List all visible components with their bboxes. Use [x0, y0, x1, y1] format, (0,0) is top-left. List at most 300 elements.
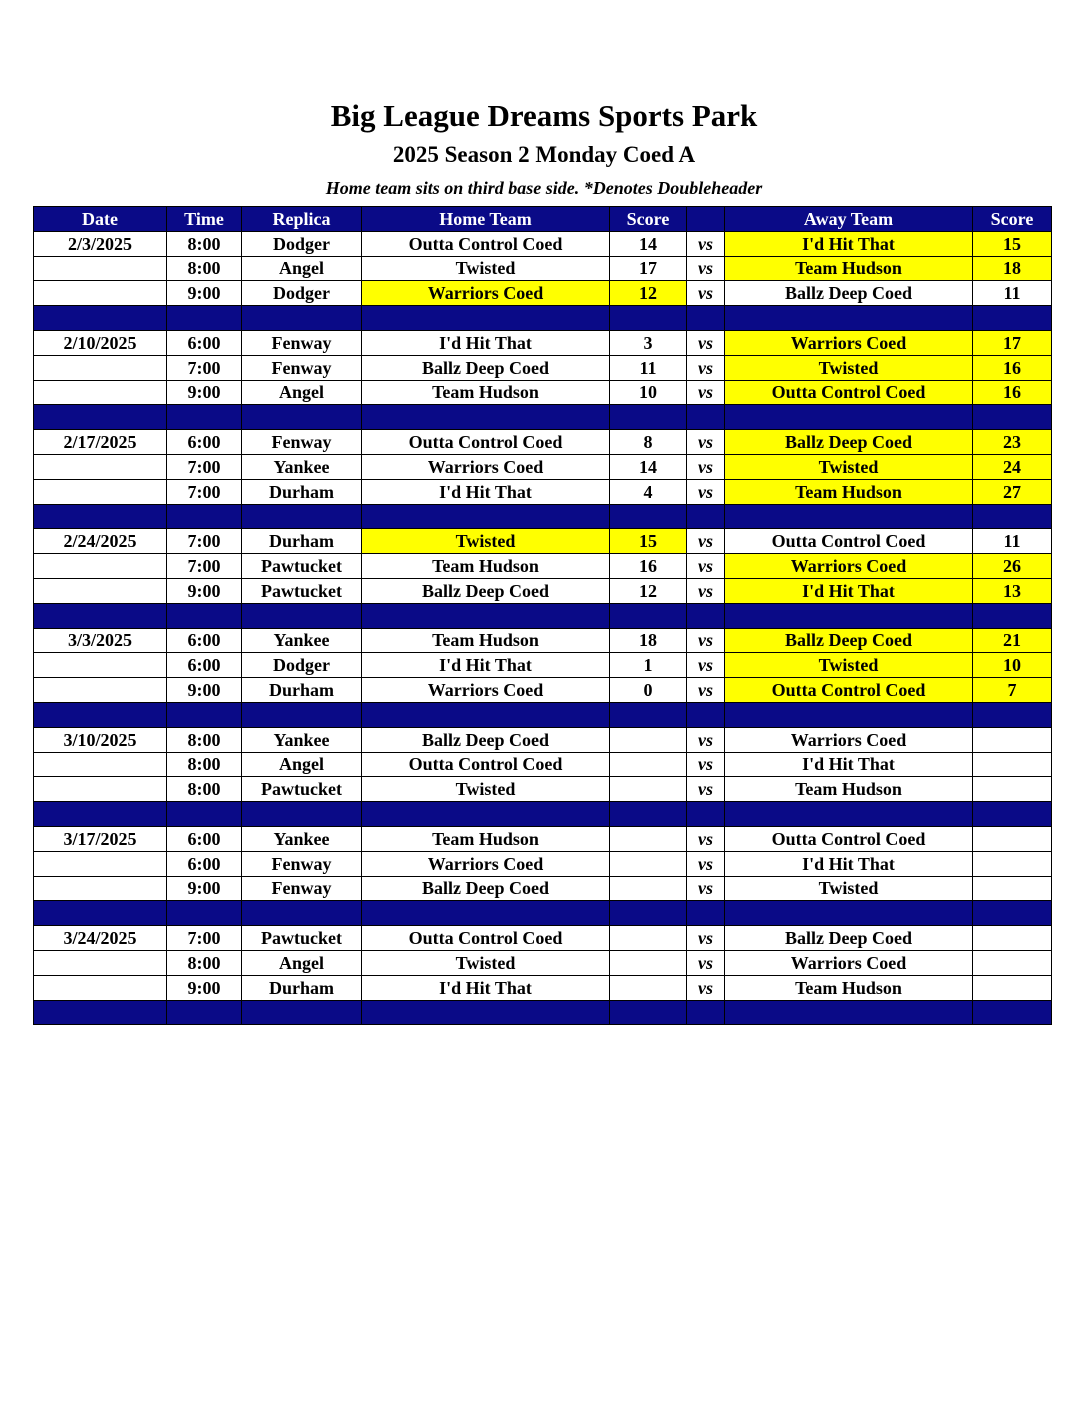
week-separator-row	[34, 1000, 1052, 1025]
date-cell	[34, 876, 167, 901]
replica-cell: Dodger	[242, 653, 362, 678]
separator-cell	[34, 603, 167, 628]
date-cell	[34, 752, 167, 777]
separator-cell	[610, 504, 687, 529]
home-score-cell: 8	[610, 430, 687, 455]
table-row	[34, 926, 1052, 951]
away-team-cell: Team Hudson	[725, 975, 973, 1000]
date-cell	[34, 554, 167, 579]
time-cell: 7:00	[167, 454, 242, 479]
date-cell	[34, 355, 167, 380]
column-header-replica: Replica	[242, 207, 362, 232]
date-cell	[34, 380, 167, 405]
home-team-cell: I'd Hit That	[362, 330, 610, 355]
date-cell: 2/10/2025	[34, 330, 167, 355]
date-cell: 2/24/2025	[34, 529, 167, 554]
away-team-cell: Warriors Coed	[725, 727, 973, 752]
table-row	[34, 678, 1052, 703]
column-header-away-score: Score	[973, 207, 1052, 232]
away-score-cell: 10	[973, 653, 1052, 678]
separator-cell	[610, 603, 687, 628]
date-cell: 2/17/2025	[34, 430, 167, 455]
separator-cell	[242, 603, 362, 628]
home-score-cell: 17	[610, 256, 687, 281]
week-separator-row	[34, 802, 1052, 827]
table-row	[34, 231, 1052, 256]
away-team-cell: Ballz Deep Coed	[725, 628, 973, 653]
separator-cell	[687, 901, 725, 926]
separator-cell	[687, 1000, 725, 1025]
away-score-cell: 16	[973, 380, 1052, 405]
date-cell	[34, 653, 167, 678]
home-score-cell	[610, 975, 687, 1000]
table-row	[34, 653, 1052, 678]
date-cell	[34, 950, 167, 975]
separator-cell	[725, 702, 973, 727]
vs-cell: vs	[687, 752, 725, 777]
column-header-date: Date	[34, 207, 167, 232]
replica-cell: Pawtucket	[242, 578, 362, 603]
separator-cell	[362, 504, 610, 529]
home-team-cell: I'd Hit That	[362, 975, 610, 1000]
column-header-away-team: Away Team	[725, 207, 973, 232]
separator-cell	[973, 802, 1052, 827]
away-score-cell	[973, 975, 1052, 1000]
separator-cell	[973, 1000, 1052, 1025]
vs-cell: vs	[687, 479, 725, 504]
separator-cell	[362, 802, 610, 827]
home-score-cell	[610, 950, 687, 975]
away-score-cell: 15	[973, 231, 1052, 256]
separator-cell	[362, 901, 610, 926]
home-score-cell: 12	[610, 281, 687, 306]
away-team-cell: Warriors Coed	[725, 330, 973, 355]
replica-cell: Durham	[242, 678, 362, 703]
separator-cell	[242, 1000, 362, 1025]
time-cell: 9:00	[167, 975, 242, 1000]
separator-cell	[687, 306, 725, 331]
separator-cell	[725, 1000, 973, 1025]
table-row	[34, 430, 1052, 455]
separator-cell	[610, 702, 687, 727]
home-team-cell: Outta Control Coed	[362, 926, 610, 951]
separator-cell	[167, 405, 242, 430]
away-score-cell: 27	[973, 479, 1052, 504]
home-team-cell: I'd Hit That	[362, 479, 610, 504]
date-cell	[34, 256, 167, 281]
away-team-cell: Outta Control Coed	[725, 678, 973, 703]
home-team-cell: Team Hudson	[362, 826, 610, 851]
away-team-cell: Outta Control Coed	[725, 380, 973, 405]
away-score-cell	[973, 752, 1052, 777]
date-cell	[34, 975, 167, 1000]
separator-cell	[687, 802, 725, 827]
away-score-cell: 7	[973, 678, 1052, 703]
replica-cell: Pawtucket	[242, 554, 362, 579]
home-team-cell: Warriors Coed	[362, 678, 610, 703]
separator-cell	[687, 702, 725, 727]
home-team-cell: Ballz Deep Coed	[362, 578, 610, 603]
date-cell	[34, 454, 167, 479]
vs-cell: vs	[687, 281, 725, 306]
table-row	[34, 876, 1052, 901]
away-team-cell: Twisted	[725, 653, 973, 678]
separator-cell	[973, 405, 1052, 430]
away-score-cell: 18	[973, 256, 1052, 281]
separator-cell	[242, 405, 362, 430]
vs-cell: vs	[687, 628, 725, 653]
separator-cell	[687, 405, 725, 430]
time-cell: 9:00	[167, 281, 242, 306]
table-row	[34, 950, 1052, 975]
away-team-cell: Warriors Coed	[725, 554, 973, 579]
home-team-cell: Warriors Coed	[362, 281, 610, 306]
home-team-cell: Team Hudson	[362, 554, 610, 579]
week-separator-row	[34, 702, 1052, 727]
home-score-cell: 16	[610, 554, 687, 579]
home-score-cell	[610, 876, 687, 901]
away-score-cell	[973, 727, 1052, 752]
week-separator-row	[34, 504, 1052, 529]
replica-cell: Yankee	[242, 826, 362, 851]
away-team-cell: Outta Control Coed	[725, 529, 973, 554]
replica-cell: Pawtucket	[242, 777, 362, 802]
vs-cell: vs	[687, 430, 725, 455]
home-score-cell: 15	[610, 529, 687, 554]
table-row	[34, 628, 1052, 653]
time-cell: 8:00	[167, 231, 242, 256]
away-team-cell: Warriors Coed	[725, 950, 973, 975]
home-team-cell: Twisted	[362, 529, 610, 554]
home-score-cell: 1	[610, 653, 687, 678]
time-cell: 8:00	[167, 950, 242, 975]
separator-cell	[725, 901, 973, 926]
table-row	[34, 281, 1052, 306]
home-score-cell: 10	[610, 380, 687, 405]
time-cell: 7:00	[167, 926, 242, 951]
vs-cell: vs	[687, 653, 725, 678]
date-cell	[34, 281, 167, 306]
separator-cell	[167, 1000, 242, 1025]
away-team-cell: I'd Hit That	[725, 851, 973, 876]
home-score-cell: 3	[610, 330, 687, 355]
replica-cell: Angel	[242, 256, 362, 281]
table-row	[34, 851, 1052, 876]
week-separator-row	[34, 405, 1052, 430]
vs-cell: vs	[687, 678, 725, 703]
replica-cell: Fenway	[242, 355, 362, 380]
replica-cell: Dodger	[242, 281, 362, 306]
home-team-cell: Ballz Deep Coed	[362, 727, 610, 752]
separator-cell	[725, 306, 973, 331]
replica-cell: Angel	[242, 380, 362, 405]
vs-cell: vs	[687, 578, 725, 603]
time-cell: 7:00	[167, 355, 242, 380]
home-team-cell: Outta Control Coed	[362, 231, 610, 256]
column-header-vs	[687, 207, 725, 232]
date-cell	[34, 578, 167, 603]
time-cell: 8:00	[167, 727, 242, 752]
schedule-body	[34, 231, 1052, 1025]
replica-cell: Fenway	[242, 876, 362, 901]
away-score-cell: 21	[973, 628, 1052, 653]
vs-cell: vs	[687, 330, 725, 355]
home-team-cell: Ballz Deep Coed	[362, 355, 610, 380]
separator-cell	[362, 603, 610, 628]
separator-cell	[34, 405, 167, 430]
separator-cell	[242, 504, 362, 529]
away-score-cell	[973, 950, 1052, 975]
replica-cell: Angel	[242, 752, 362, 777]
replica-cell: Angel	[242, 950, 362, 975]
time-cell: 7:00	[167, 479, 242, 504]
time-cell: 8:00	[167, 777, 242, 802]
separator-cell	[610, 1000, 687, 1025]
away-team-cell: I'd Hit That	[725, 231, 973, 256]
replica-cell: Dodger	[242, 231, 362, 256]
home-score-cell: 18	[610, 628, 687, 653]
separator-cell	[610, 405, 687, 430]
separator-cell	[34, 306, 167, 331]
schedule-note: Home team sits on third base side. *Denotes Doubleheader	[325, 178, 763, 198]
separator-cell	[725, 603, 973, 628]
vs-cell: vs	[687, 975, 725, 1000]
vs-cell: vs	[687, 777, 725, 802]
table-row	[34, 256, 1052, 281]
away-team-cell: Ballz Deep Coed	[725, 926, 973, 951]
replica-cell: Yankee	[242, 454, 362, 479]
column-header-home-team: Home Team	[362, 207, 610, 232]
replica-cell: Pawtucket	[242, 926, 362, 951]
separator-cell	[610, 306, 687, 331]
vs-cell: vs	[687, 454, 725, 479]
separator-cell	[687, 504, 725, 529]
away-score-cell: 23	[973, 430, 1052, 455]
separator-cell	[242, 306, 362, 331]
time-cell: 9:00	[167, 578, 242, 603]
table-row	[34, 578, 1052, 603]
vs-cell: vs	[687, 950, 725, 975]
separator-cell	[362, 306, 610, 331]
page-title: Big League Dreams Sports Park	[330, 98, 758, 133]
date-cell	[34, 851, 167, 876]
time-cell: 6:00	[167, 330, 242, 355]
separator-cell	[167, 603, 242, 628]
separator-cell	[167, 504, 242, 529]
home-team-cell: Twisted	[362, 256, 610, 281]
away-score-cell: 17	[973, 330, 1052, 355]
replica-cell: Fenway	[242, 330, 362, 355]
home-score-cell	[610, 926, 687, 951]
time-cell: 8:00	[167, 752, 242, 777]
separator-cell	[973, 306, 1052, 331]
home-score-cell: 14	[610, 231, 687, 256]
away-score-cell: 13	[973, 578, 1052, 603]
vs-cell: vs	[687, 876, 725, 901]
away-team-cell: Twisted	[725, 454, 973, 479]
home-team-cell: Outta Control Coed	[362, 430, 610, 455]
table-row	[34, 479, 1052, 504]
table-row	[34, 355, 1052, 380]
time-cell: 7:00	[167, 529, 242, 554]
week-separator-row	[34, 603, 1052, 628]
separator-cell	[973, 603, 1052, 628]
schedule-table	[33, 206, 1052, 1025]
time-cell: 8:00	[167, 256, 242, 281]
separator-cell	[610, 901, 687, 926]
separator-cell	[725, 802, 973, 827]
away-score-cell	[973, 926, 1052, 951]
away-score-cell	[973, 826, 1052, 851]
time-cell: 9:00	[167, 380, 242, 405]
separator-cell	[973, 702, 1052, 727]
away-team-cell: Twisted	[725, 355, 973, 380]
time-cell: 9:00	[167, 678, 242, 703]
away-team-cell: Twisted	[725, 876, 973, 901]
separator-cell	[362, 1000, 610, 1025]
table-row	[34, 975, 1052, 1000]
separator-cell	[34, 504, 167, 529]
home-team-cell: I'd Hit That	[362, 653, 610, 678]
replica-cell: Fenway	[242, 430, 362, 455]
vs-cell: vs	[687, 355, 725, 380]
date-cell: 3/3/2025	[34, 628, 167, 653]
away-score-cell: 11	[973, 529, 1052, 554]
home-score-cell	[610, 851, 687, 876]
table-row	[34, 330, 1052, 355]
table-row	[34, 454, 1052, 479]
vs-cell: vs	[687, 554, 725, 579]
replica-cell: Yankee	[242, 727, 362, 752]
separator-cell	[34, 802, 167, 827]
date-cell	[34, 678, 167, 703]
away-score-cell: 24	[973, 454, 1052, 479]
home-score-cell	[610, 777, 687, 802]
column-header-time: Time	[167, 207, 242, 232]
date-cell: 2/3/2025	[34, 231, 167, 256]
home-score-cell: 4	[610, 479, 687, 504]
separator-cell	[34, 1000, 167, 1025]
separator-cell	[973, 901, 1052, 926]
vs-cell: vs	[687, 231, 725, 256]
page-subtitle: 2025 Season 2 Monday Coed A	[392, 142, 696, 167]
away-score-cell	[973, 851, 1052, 876]
home-team-cell: Warriors Coed	[362, 454, 610, 479]
away-team-cell: Outta Control Coed	[725, 826, 973, 851]
separator-cell	[167, 306, 242, 331]
replica-cell: Fenway	[242, 851, 362, 876]
home-team-cell: Twisted	[362, 777, 610, 802]
replica-cell: Durham	[242, 479, 362, 504]
vs-cell: vs	[687, 256, 725, 281]
time-cell: 6:00	[167, 826, 242, 851]
separator-cell	[167, 702, 242, 727]
time-cell: 7:00	[167, 554, 242, 579]
away-score-cell	[973, 876, 1052, 901]
replica-cell: Durham	[242, 529, 362, 554]
away-score-cell: 26	[973, 554, 1052, 579]
away-team-cell: Ballz Deep Coed	[725, 430, 973, 455]
home-score-cell: 12	[610, 578, 687, 603]
vs-cell: vs	[687, 727, 725, 752]
home-score-cell: 14	[610, 454, 687, 479]
home-score-cell	[610, 826, 687, 851]
away-team-cell: Team Hudson	[725, 479, 973, 504]
date-cell: 3/24/2025	[34, 926, 167, 951]
home-score-cell	[610, 727, 687, 752]
separator-cell	[973, 504, 1052, 529]
separator-cell	[362, 702, 610, 727]
home-team-cell: Ballz Deep Coed	[362, 876, 610, 901]
vs-cell: vs	[687, 851, 725, 876]
separator-cell	[242, 802, 362, 827]
column-header-home-score: Score	[610, 207, 687, 232]
date-cell	[34, 479, 167, 504]
away-team-cell: I'd Hit That	[725, 752, 973, 777]
week-separator-row	[34, 306, 1052, 331]
away-team-cell: Team Hudson	[725, 777, 973, 802]
away-team-cell: Team Hudson	[725, 256, 973, 281]
date-cell: 3/10/2025	[34, 727, 167, 752]
time-cell: 6:00	[167, 430, 242, 455]
table-row	[34, 727, 1052, 752]
away-team-cell: I'd Hit That	[725, 578, 973, 603]
away-score-cell: 11	[973, 281, 1052, 306]
separator-cell	[362, 405, 610, 430]
replica-cell: Durham	[242, 975, 362, 1000]
vs-cell: vs	[687, 926, 725, 951]
table-row	[34, 752, 1052, 777]
separator-cell	[242, 702, 362, 727]
home-team-cell: Team Hudson	[362, 628, 610, 653]
time-cell: 6:00	[167, 628, 242, 653]
time-cell: 6:00	[167, 851, 242, 876]
separator-cell	[34, 901, 167, 926]
vs-cell: vs	[687, 380, 725, 405]
replica-cell: Yankee	[242, 628, 362, 653]
separator-cell	[34, 702, 167, 727]
vs-cell: vs	[687, 529, 725, 554]
home-team-cell: Warriors Coed	[362, 851, 610, 876]
home-team-cell: Twisted	[362, 950, 610, 975]
home-score-cell	[610, 752, 687, 777]
table-row	[34, 554, 1052, 579]
home-score-cell: 0	[610, 678, 687, 703]
week-separator-row	[34, 901, 1052, 926]
time-cell: 9:00	[167, 876, 242, 901]
away-score-cell	[973, 777, 1052, 802]
separator-cell	[167, 802, 242, 827]
separator-cell	[687, 603, 725, 628]
table-row	[34, 777, 1052, 802]
table-row	[34, 529, 1052, 554]
away-team-cell: Ballz Deep Coed	[725, 281, 973, 306]
home-team-cell: Outta Control Coed	[362, 752, 610, 777]
vs-cell: vs	[687, 826, 725, 851]
date-cell: 3/17/2025	[34, 826, 167, 851]
separator-cell	[610, 802, 687, 827]
table-header-row	[34, 207, 1052, 232]
separator-cell	[725, 504, 973, 529]
away-score-cell: 16	[973, 355, 1052, 380]
home-score-cell: 11	[610, 355, 687, 380]
date-cell	[34, 777, 167, 802]
separator-cell	[725, 405, 973, 430]
separator-cell	[242, 901, 362, 926]
home-team-cell: Team Hudson	[362, 380, 610, 405]
table-row	[34, 826, 1052, 851]
table-row	[34, 380, 1052, 405]
